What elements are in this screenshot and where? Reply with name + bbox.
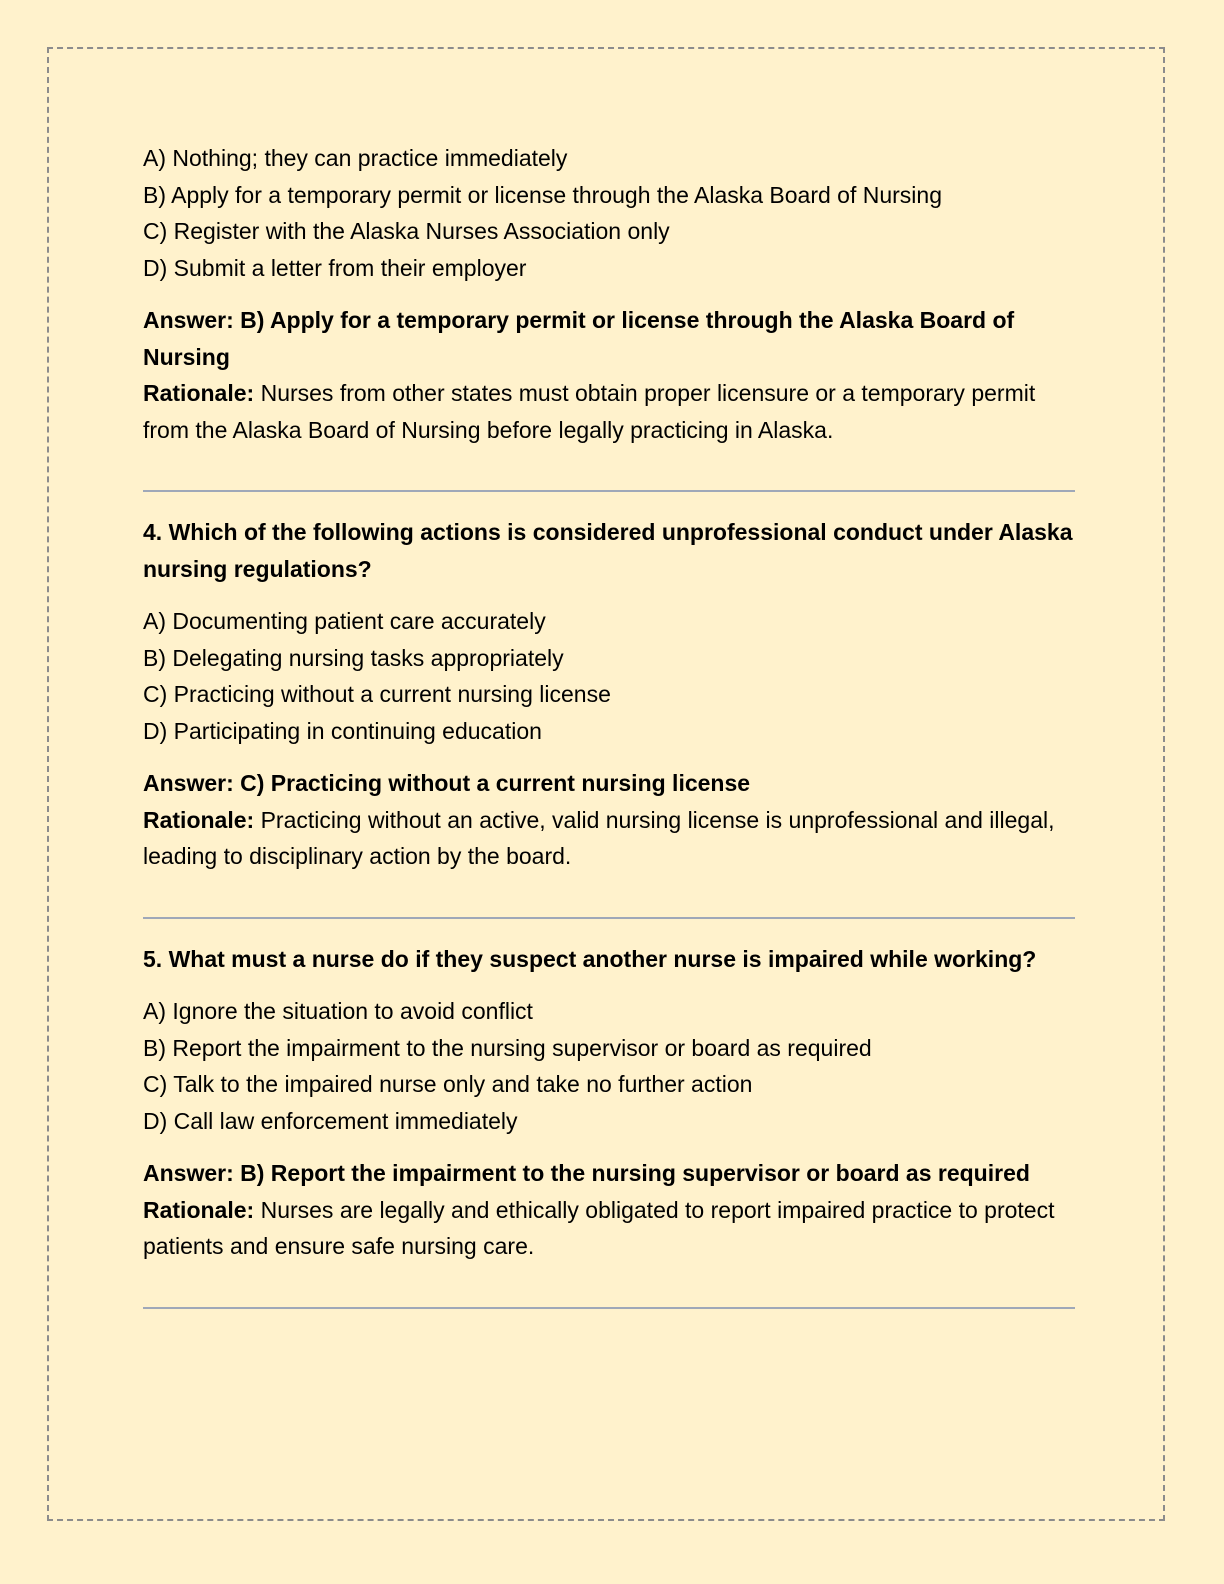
section-divider	[143, 1307, 1075, 1309]
answer-text: Answer: B) Apply for a temporary permit or license through the Alaska Board of Nursing	[143, 307, 1015, 370]
question-4-block	[143, 514, 1075, 875]
option-a: A) Ignore the situation to avoid conflict	[143, 998, 533, 1024]
rationale-label: Rationale:	[143, 380, 255, 406]
question-4-options	[143, 603, 1075, 749]
option-b: B) Report the impairment to the nursing supervisor or board as required	[143, 1034, 872, 1061]
rationale-label: Rationale:	[143, 806, 255, 833]
option-c: C) Practicing without a current nursing license	[143, 681, 611, 707]
answer-text: Answer: C) Practicing without a current nursing license	[143, 770, 751, 796]
question-text: 5. What must a nurse do if they suspect another nurse is impaired while working?	[143, 945, 1037, 972]
option-c: C) Register with the Alaska Nurses Association only	[143, 218, 670, 244]
rationale-body: Nurses are legally and ethically obligated to report impaired practice to protect patients and ensure safe nursing care.	[143, 1196, 1055, 1259]
question-3-block	[143, 140, 1075, 448]
option-b: B) Delegating nursing tasks appropriately	[143, 644, 564, 671]
rationale-text	[143, 375, 1075, 448]
question-5-block	[143, 941, 1075, 1265]
option-b: B) Apply for a temporary permit or license through the Alaska Board of Nursing	[143, 181, 943, 208]
question-text: 4. Which of the following actions is considered unprofessional conduct under Alaska nursing regulations?	[143, 519, 1073, 582]
section-divider	[143, 490, 1075, 492]
option-a: A) Nothing; they can practice immediately	[143, 145, 568, 171]
section-divider	[143, 917, 1075, 919]
rationale-text	[143, 1192, 1075, 1265]
answer-rationale	[143, 302, 1075, 448]
rationale-body: Nurses from other states must obtain proper licensure or a temporary permit from the Alaska Board of Nursing before legally practicing in Alaska.	[143, 380, 1036, 443]
option-c: C) Talk to the impaired nurse only and take no further action	[143, 1071, 753, 1097]
option-a: A) Documenting patient care accurately	[143, 608, 546, 634]
option-d: D) Call law enforcement immediately	[143, 1107, 518, 1134]
rationale-label: Rationale:	[143, 1196, 255, 1223]
question-5-options	[143, 993, 1075, 1139]
answer-rationale	[143, 1155, 1075, 1265]
document-content	[143, 140, 1075, 1331]
answer-text: Answer: B) Report the impairment to the nursing supervisor or board as required	[143, 1160, 1030, 1186]
rationale-text	[143, 802, 1075, 875]
question-3-options	[143, 140, 1075, 286]
answer-rationale	[143, 765, 1075, 875]
option-d: D) Submit a letter from their employer	[143, 254, 527, 281]
option-d: D) Participating in continuing education	[143, 717, 542, 744]
rationale-body: Practicing without an active, valid nursing license is unprofessional and illegal, leading to disciplinary action by the board.	[143, 806, 1055, 869]
